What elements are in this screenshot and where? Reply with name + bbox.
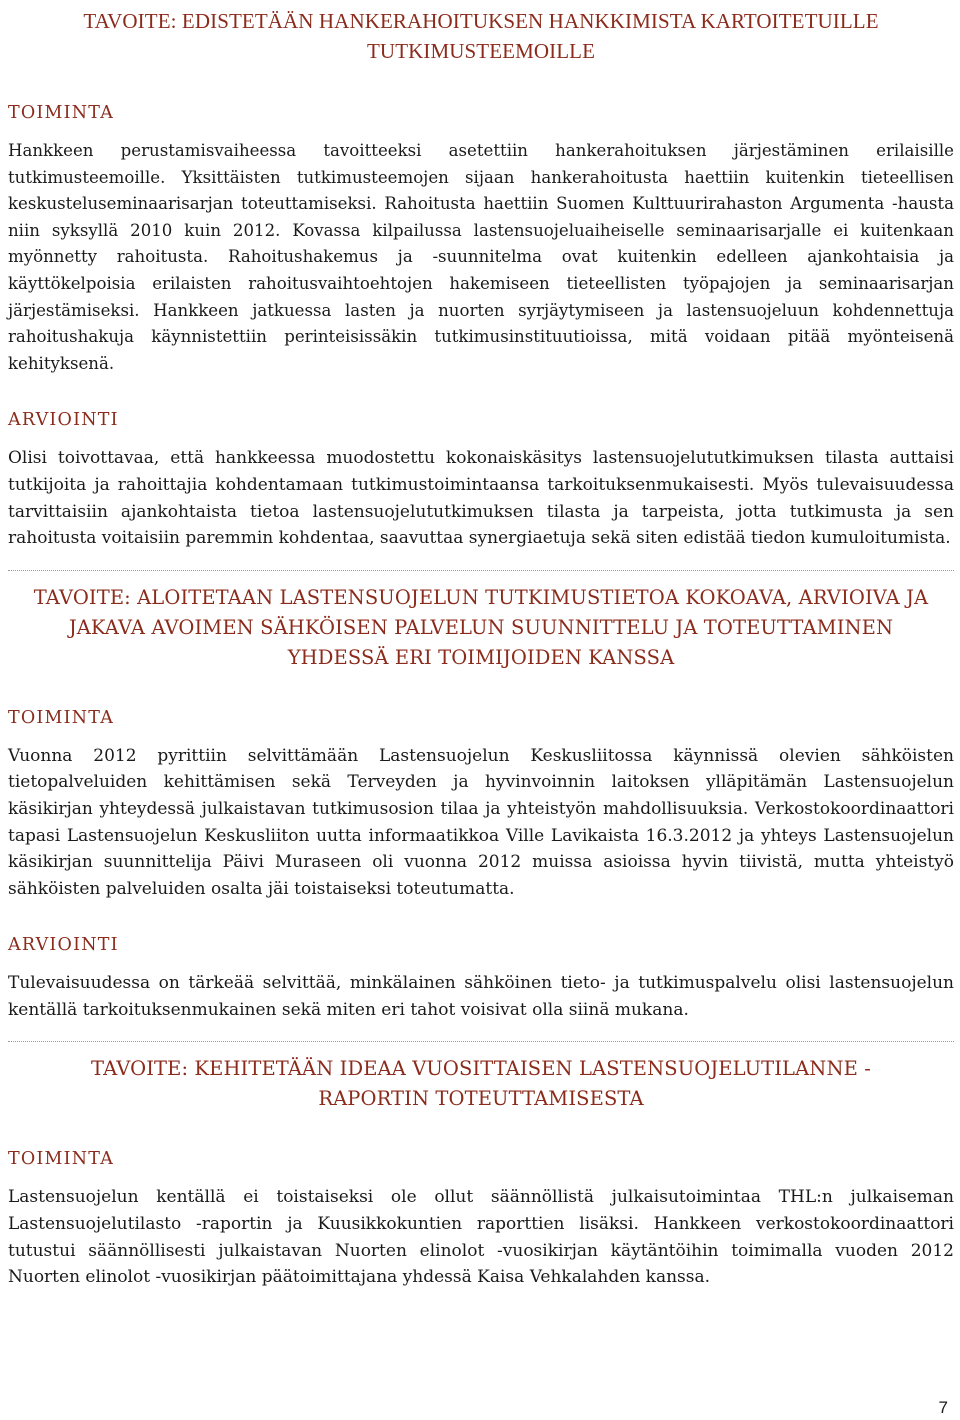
- goal-title-2: TAVOITE: ALOITETAAN LASTENSUOJELUN TUTKIMUSTIETOA KOKOAVA, ARVIOIVA JA JAKAVA AVOIMEN SÄHKÖISEN PALVELUN SUUNNITTELU JA TOTEUTTAMINEN YHDESSÄ ERI TOIMIJOIDEN KANSSA: [33, 585, 929, 669]
- document-page: [8, 6, 954, 1291]
- toiminta-heading-1: TOIMINTA: [8, 103, 115, 123]
- section-divider-1: [8, 570, 954, 571]
- arviointi-heading-1: ARVIOINTI: [8, 410, 119, 431]
- toiminta-text-1: Hankkeen perustamisvaiheessa tavoitteeksi asetettiin hankerahoituksen järjestäminen erilaisille tutkimusteemoille. Yksittäisten tutkimusteemojen sijaan hankerahoitusta haettiin kuitenkin tieteellisen keskusteluseminaarisarjan toteuttamiseksi. Rahoitusta haettiin Suomen Kulttuurirahaston Argumenta -hausta niin syksyllä 2010 kuin 2012. Kovassa kilpailussa lastensuojeluaiheiselle seminaarisarjalle ei kuitenkaan myönnetty rahoitusta. Rahoitushakemus ja -suunnitelma ovat kuitenkin edelleen ajankohtaisia ja käyttökelpoisia erilaisten rahoitusvaihtoehtojen hakemiseen tieteellisten työpajojen ja seminaarisarjan järjestämiseksi. Hankkeen jatkuessa lasten ja nuorten syrjäytymiseen ja lastensuojeluun kohdennettuja rahoitushakuja käynnistettiin perinteisissäkin tutkimusinstituutioissa, mitä voidaan pitää myönteisenä kehityksenä.: [8, 141, 954, 373]
- toiminta-text-2: Vuonna 2012 pyrittiin selvittämään Lastensuojelun Keskusliitossa käynnissä olevien sähköisten tietopalveluiden kehittämisen sekä Terveyden ja hyvinvoinnin laitoksen ylläpitämän Lastensuojelun käsikirjan yhteydessä julkaistavan tutkimusosion tilaa ja yhteistyön mahdollisuuksia. Verkostokoordinaattori tapasi Lastensuojelun Keskusliiton uutta informaatikkoa Ville Lavikaista 16.3.2012 ja yhteys Lastensuojelun käsikirjan suunnittelija Päivi Muraseen oli vuonna 2012 muissa asioissa hyvin tiivistä, mutta yhteistyö sähköisten palveluiden osalta jäi toistaiseksi toteutumatta.: [8, 745, 954, 899]
- arviointi-text-2: Tulevaisuudessa on tärkeää selvittää, minkälainen sähköinen tieto- ja tutkimuspalvelu olisi lastensuojelun kentällä tarkoituksenmukainen sekä miten eri tahot voisivat olla siinä mukana.: [8, 973, 954, 1020]
- toiminta-heading-3: TOIMINTA: [8, 1149, 115, 1170]
- toiminta-text-3: Lastensuojelun kentällä ei toistaiseksi ole ollut säännöllistä julkaisutoimintaa THL:n julkaiseman Lastensuojelutilasto -raportin ja Kuusikkokuntien raporttien lisäksi. Hankkeen verkostokoordinaattori tutustui säännöllisesti julkaistavan Nuorten elinolot -vuosikirjan käytäntöihin toimimalla vuoden 2012 Nuorten elinolot -vuosikirjan päätoimittajana yhdessä Kaisa Vehkalahden kanssa.: [8, 1187, 954, 1288]
- arviointi-heading-2: ARVIOINTI: [8, 935, 119, 956]
- goal-title-3: TAVOITE: KEHITETÄÄN IDEAA VUOSITTAISEN LASTENSUOJELUTILANNE -RAPORTIN TOTEUTTAMISESTA: [91, 1057, 871, 1111]
- arviointi-text-1: Olisi toivottavaa, että hankkeessa muodostettu kokonaiskäsitys lastensuojelututkimuksen tilasta auttaisi tutkijoita ja rahoittajia kohdentamaan tutkimustoimintaansa tarkoituksenmukaisesti. Myös tulevaisuudessa tarvittaisiin ajankohtaista tietoa lastensuojelututkimuksen tilasta ja tarpeista, jotta tutkimusta ja sen rahoitusta voitaisiin paremmin kohdentaa, saavuttaa synergiaetuja sekä siten edistää tiedon kumuloitumista.: [8, 448, 954, 549]
- goal-title-1: TAVOITE: EDISTETÄÄN HANKERAHOITUKSEN HANKKIMISTA KARTOITETUILLE TUTKIMUSTEEMOILLE: [83, 9, 879, 63]
- section-divider-2: [8, 1041, 954, 1042]
- page-number: 7: [938, 1398, 948, 1417]
- toiminta-heading-2: TOIMINTA: [8, 707, 115, 728]
